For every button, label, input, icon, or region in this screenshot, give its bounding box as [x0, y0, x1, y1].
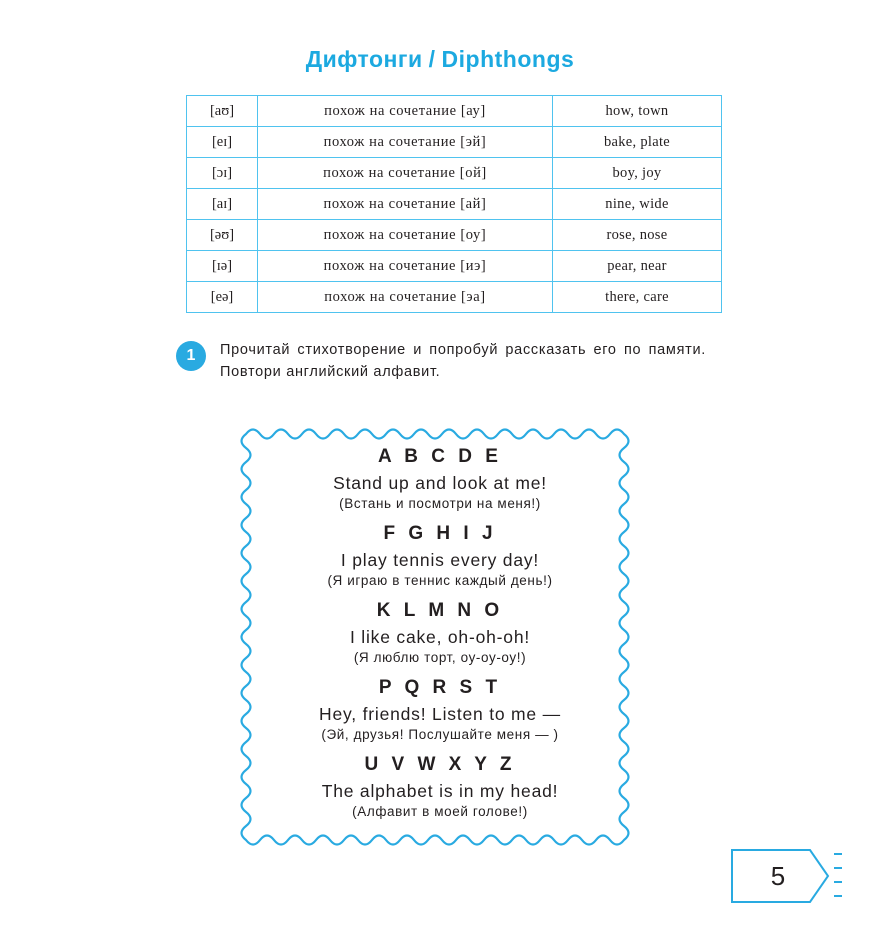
- diphthong-examples: bake, plate: [553, 127, 722, 158]
- diphthong-examples: nine, wide: [553, 189, 722, 220]
- diphthong-examples: pear, near: [553, 251, 722, 282]
- rhyme-letters: P Q R S T: [378, 677, 502, 698]
- rhyme-russian-line: (Я люблю торт, оу-оу-оу!): [353, 650, 527, 665]
- page-title-en: Diphthongs: [441, 46, 575, 72]
- rhyme-english-line: I like cake, oh-oh-oh!: [349, 627, 531, 647]
- diphthong-symbol: [eɪ]: [187, 127, 258, 158]
- diphthong-examples: boy, joy: [553, 158, 722, 189]
- page-number: 5: [770, 860, 786, 891]
- diphthong-description: похож на сочетание [оу]: [258, 220, 553, 251]
- table-row: [187, 282, 722, 313]
- rhyme-letters: F G H I J: [383, 523, 497, 544]
- diphthong-examples: how, town: [553, 96, 722, 127]
- table-row: [187, 96, 722, 127]
- table-row: [187, 220, 722, 251]
- rhyme-russian-line: (Я играю в теннис каждый день!): [327, 573, 553, 588]
- worksheet-page: [0, 46, 880, 926]
- diphthong-description: похож на сочетание [ой]: [258, 158, 553, 189]
- rhyme-english-line: Stand up and look at me!: [333, 473, 547, 493]
- diphthong-description: похож на сочетание [иэ]: [258, 251, 553, 282]
- table-row: [187, 127, 722, 158]
- page-number-flag: [730, 844, 850, 908]
- rhyme-russian-line: (Эй, друзья! Послушайте меня — ): [321, 727, 559, 742]
- diphthong-description: похож на сочетание [ау]: [258, 96, 553, 127]
- rhyme-russian-line: (Алфавит в моей голове!): [352, 804, 528, 819]
- diphthong-examples: rose, nose: [553, 220, 722, 251]
- task-number-badge: 1: [176, 341, 206, 371]
- page-title-separator: /: [428, 46, 436, 72]
- diphthong-symbol: [ɔɪ]: [187, 158, 258, 189]
- diphthong-description: похож на сочетание [ай]: [258, 189, 553, 220]
- page-title: [0, 46, 880, 73]
- diphthong-symbol: [əʊ]: [187, 220, 258, 251]
- rhyme-content: [260, 446, 620, 840]
- diphthong-examples: there, care: [553, 282, 722, 313]
- rhyme-letters: A B C D E: [378, 446, 502, 467]
- table-row: [187, 251, 722, 282]
- diphthongs-table: [186, 95, 722, 313]
- rhyme-box: [238, 420, 642, 860]
- table-row: [187, 189, 722, 220]
- rhyme-english-line: Hey, friends! Listen to me —: [319, 704, 561, 724]
- diphthong-description: похож на сочетание [эй]: [258, 127, 553, 158]
- rhyme-russian-line: (Встань и посмотри на меня!): [339, 496, 541, 511]
- diphthong-symbol: [aɪ]: [187, 189, 258, 220]
- rhyme-letters: U V W X Y Z: [364, 754, 516, 775]
- diphthong-symbol: [eə]: [187, 282, 258, 313]
- table-row: [187, 158, 722, 189]
- rhyme-letters: K L M N O: [376, 600, 504, 621]
- page-title-ru: Дифтонги: [305, 46, 423, 72]
- diphthongs-table-wrapper: [186, 95, 694, 313]
- rhyme-english-line: The alphabet is in my head!: [321, 781, 559, 801]
- task-instruction-text: Прочитай стихотворение и попробуй рассказать его по памяти. Повтори английский алфавит.: [220, 342, 706, 380]
- task-block: [176, 339, 706, 383]
- rhyme-english-line: I play tennis every day!: [340, 550, 540, 570]
- diphthong-symbol: [aʊ]: [187, 96, 258, 127]
- diphthong-symbol: [ɪə]: [187, 251, 258, 282]
- diphthong-description: похож на сочетание [эа]: [258, 282, 553, 313]
